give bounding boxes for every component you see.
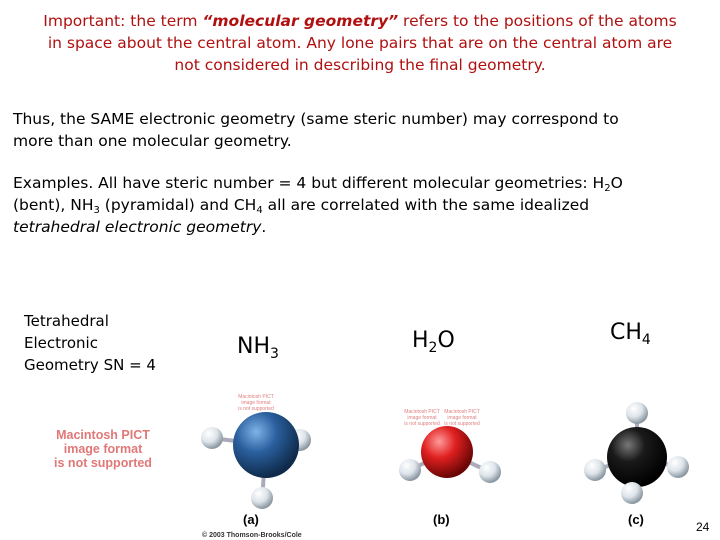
paragraph-same-geometry: Thus, the SAME electronic geometry (same steric number) may correspond to more than one molecular geometry. bbox=[13, 110, 619, 150]
term-molecular-geometry: “molecular geometry” bbox=[202, 12, 399, 30]
hydrogen-atom bbox=[201, 427, 223, 449]
hydrogen-atom bbox=[626, 402, 648, 424]
hydrogen-atom bbox=[584, 459, 606, 481]
h2o-model bbox=[399, 426, 501, 483]
caption-a: (a) bbox=[243, 512, 259, 527]
nh3-model bbox=[201, 412, 311, 509]
paragraph-examples: Examples. All have steric number = 4 but different molecular geometries: $H_2O$ (bent), $NH_3$ (pyramidal) and $CH_4$ all are correlated with the same idealized tetrahedral electronic geometry. bbox=[13, 174, 623, 236]
oxygen-atom bbox=[421, 426, 473, 478]
important-line-3: not considered in describing the final geometry. bbox=[174, 56, 546, 74]
tiny-pict-h2o-right: Macintosh PICT image format is not supported bbox=[444, 409, 480, 427]
page-number: 24 bbox=[696, 520, 710, 534]
tetrahedral-sn-label: Tetrahedral Electronic Geometry SN = 4 bbox=[24, 312, 156, 374]
pict-unsupported-placeholder: Macintosh PICT image format is not supported bbox=[54, 428, 152, 470]
hydrogen-atom bbox=[251, 487, 273, 509]
tiny-pict-h2o-left: Macintosh PICT image format is not supported bbox=[404, 409, 440, 427]
nitrogen-atom bbox=[233, 412, 299, 478]
hydrogen-atom bbox=[667, 456, 689, 478]
important-line-1: Important: the term “molecular geometry” refers to the positions of the atoms bbox=[43, 12, 677, 30]
nh3-label: $NH_3$ bbox=[237, 334, 279, 362]
hydrogen-atom bbox=[621, 482, 643, 504]
ch4-label: $CH_4$ bbox=[610, 320, 651, 348]
copyright-notice: © 2003 Thomson-Brooks/Cole bbox=[202, 532, 302, 539]
tetrahedral-electronic-geometry-term: tetrahedral electronic geometry bbox=[13, 218, 262, 236]
caption-c: (c) bbox=[628, 512, 644, 527]
ch4-model bbox=[584, 402, 689, 504]
h2o-label: $H_2O$ bbox=[412, 328, 455, 356]
tiny-pict-nh3: Macintosh PICT image format is not supported bbox=[238, 394, 274, 412]
caption-b: (b) bbox=[433, 512, 450, 527]
hydrogen-atom bbox=[399, 459, 421, 481]
carbon-atom bbox=[607, 427, 667, 487]
important-line-2: in space about the central atom. Any lone pairs that are on the central atom are bbox=[47, 34, 673, 52]
hydrogen-atom bbox=[479, 461, 501, 483]
